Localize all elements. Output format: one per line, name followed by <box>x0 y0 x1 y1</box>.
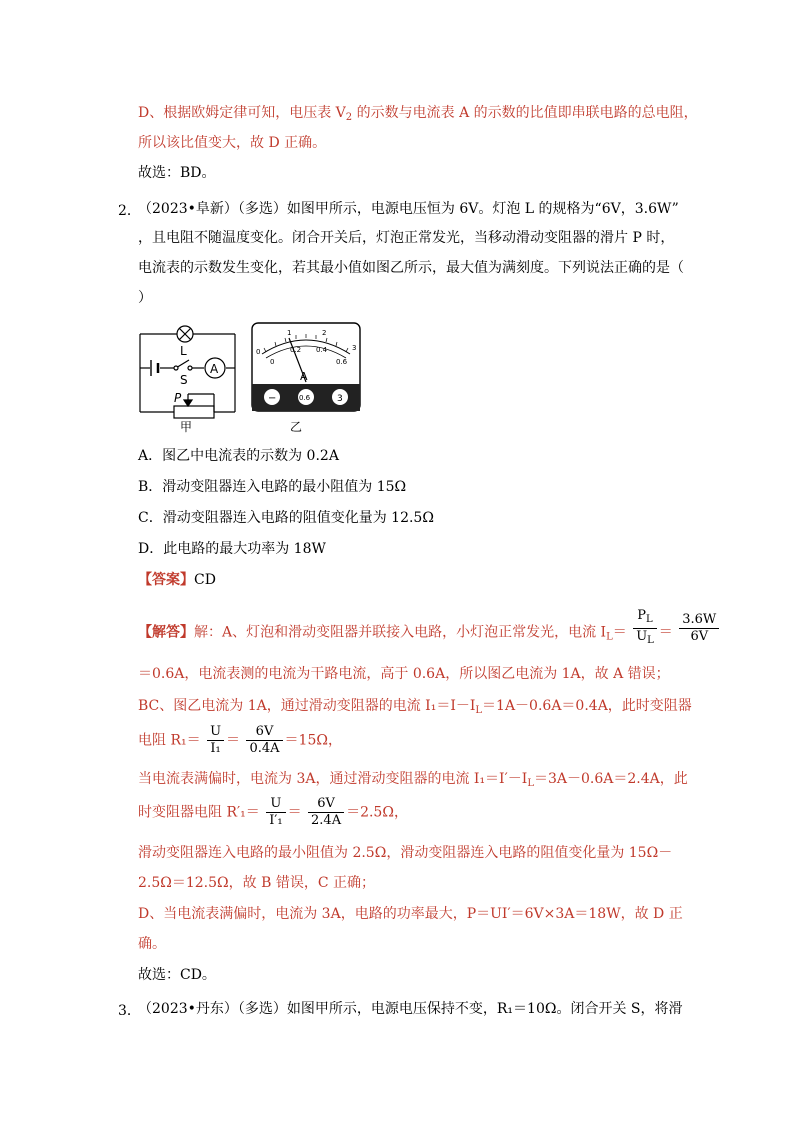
answer-value: CD <box>194 572 216 588</box>
question-2-line1: （2023•阜新）（多选）如图甲所示，电源电压恒为 6V。灯泡 L 的规格为“6V，3.6W” <box>138 201 679 217</box>
solution-line7: 滑动变阻器连入电路的最小阻值为 2.5Ω，滑动变阻器连入电路的阻值变化量为 15Ω－ <box>138 845 673 861</box>
lamp-icon <box>177 326 193 342</box>
answer-line <box>138 571 216 589</box>
prev-solution-d-line2: 所以该比值变大，故 D 正确。 <box>138 135 327 151</box>
figure-caption-right: 乙 <box>290 420 303 433</box>
slider-label: P <box>174 391 182 405</box>
solution-choose: 故选：CD。 <box>138 967 216 983</box>
question-2-line3: 电流表的示数发生变化，若其最小值如图乙所示，最大值为满刻度。下列说法正确的是（ <box>138 260 684 276</box>
battery-icon <box>151 360 158 376</box>
circuit-figure <box>130 318 370 433</box>
dial-bottom-06: 0.6 <box>336 358 348 366</box>
solution-line9: D、当电流表满偏时，电流为 3A，电路的功率最大，P＝UI′＝6V×3A＝18W，故 D 正 <box>138 906 683 922</box>
option-a: A．图乙中电流表的示数为 0.2A <box>138 448 339 464</box>
solution-line3: BC、图乙电流为 1A，通过滑动变阻器的电流 $I_1=I-I_L=1A-0.6A=0.4A$，此时变阻器 <box>138 698 692 716</box>
option-b: B．滑动变阻器连入电路的最小阻值为 15Ω <box>138 479 407 495</box>
dial-bottom-0: 0 <box>270 358 275 366</box>
terminal-3: 3 <box>337 394 343 404</box>
question-2-line4: ） <box>138 290 152 306</box>
question-3-number: 3． <box>118 1003 141 1019</box>
dial-bottom-04: 0.4 <box>316 346 328 354</box>
option-c: C．滑动变阻器连入电路的阻值变化量为 12.5Ω <box>138 510 434 526</box>
solution-line1: 【解答】解：A、灯泡和滑动变阻器并联接入电路，小灯泡正常发光，电流 $I_L=$ $\frac{P_L}{U_L}$ ＝ $\frac{3.6W}{6V}$ <box>138 612 721 653</box>
ammeter-dial <box>252 323 360 411</box>
question-3-line1: （2023•丹东）（多选）如图甲所示，电源电压保持不变，R₁＝10Ω。闭合开关 S，将滑 <box>138 1001 683 1017</box>
dial-zero: 0 <box>256 348 261 356</box>
dial-top-3: 3 <box>352 344 357 352</box>
figure-caption-left: 甲 <box>180 420 193 433</box>
terminal-06: 0.6 <box>299 394 311 402</box>
prev-solution-d-line1: D、根据欧姆定律可知，电压表 $V_2$ 的示数与电流表 A 的示数的比值即串联电路的总电阻， <box>138 105 698 123</box>
solution-line5: 当电流表满偏时，电流为 3A，通过滑动变阻器的电流 $I_1=I'-I_L=3A-0.6A=2.4A$，此 <box>138 771 688 789</box>
solution-line10: 确。 <box>138 936 166 952</box>
ammeter-label: A <box>210 362 219 376</box>
dial-bottom-02: 0.2 <box>290 346 302 354</box>
dial-top-2: 2 <box>322 329 327 337</box>
question-2-number: 2． <box>118 203 141 219</box>
prev-choose: 故选：BD。 <box>138 165 216 181</box>
solution-line8: 2.5Ω＝12.5Ω，故 B 错误，C 正确； <box>138 875 376 891</box>
dial-unit: A <box>300 370 308 383</box>
terminal-negative: − <box>268 393 277 404</box>
solution-line2: ＝0.6A，电流表测的电流为干路电流，高于 0.6A，所以图乙电流为 1A，故 A 错误； <box>138 666 670 682</box>
answer-tag: 【答案】 <box>138 572 194 588</box>
switch-icon <box>174 360 192 370</box>
lamp-label: L <box>180 344 187 358</box>
switch-label: S <box>180 373 188 387</box>
solution-line6: 时变阻器电阻 R′₁＝ $\frac{U}{\text{I′₁}}$ ＝ $\frac{6V}{2.4A}$ ＝2.5Ω， <box>138 796 408 828</box>
dial-top-1: 1 <box>287 329 292 337</box>
solution-line4: 电阻 R₁＝ $\frac{U}{\text{I₁}}$ ＝ $\frac{6V}{0.4A}$ ＝15Ω， <box>138 724 342 756</box>
option-d: D．此电路的最大功率为 18W <box>138 541 326 557</box>
question-2-line2: ，且电阻不随温度变化。闭合开关后，灯泡正常发光，当移动滑动变阻器的滑片 P 时， <box>138 230 675 246</box>
